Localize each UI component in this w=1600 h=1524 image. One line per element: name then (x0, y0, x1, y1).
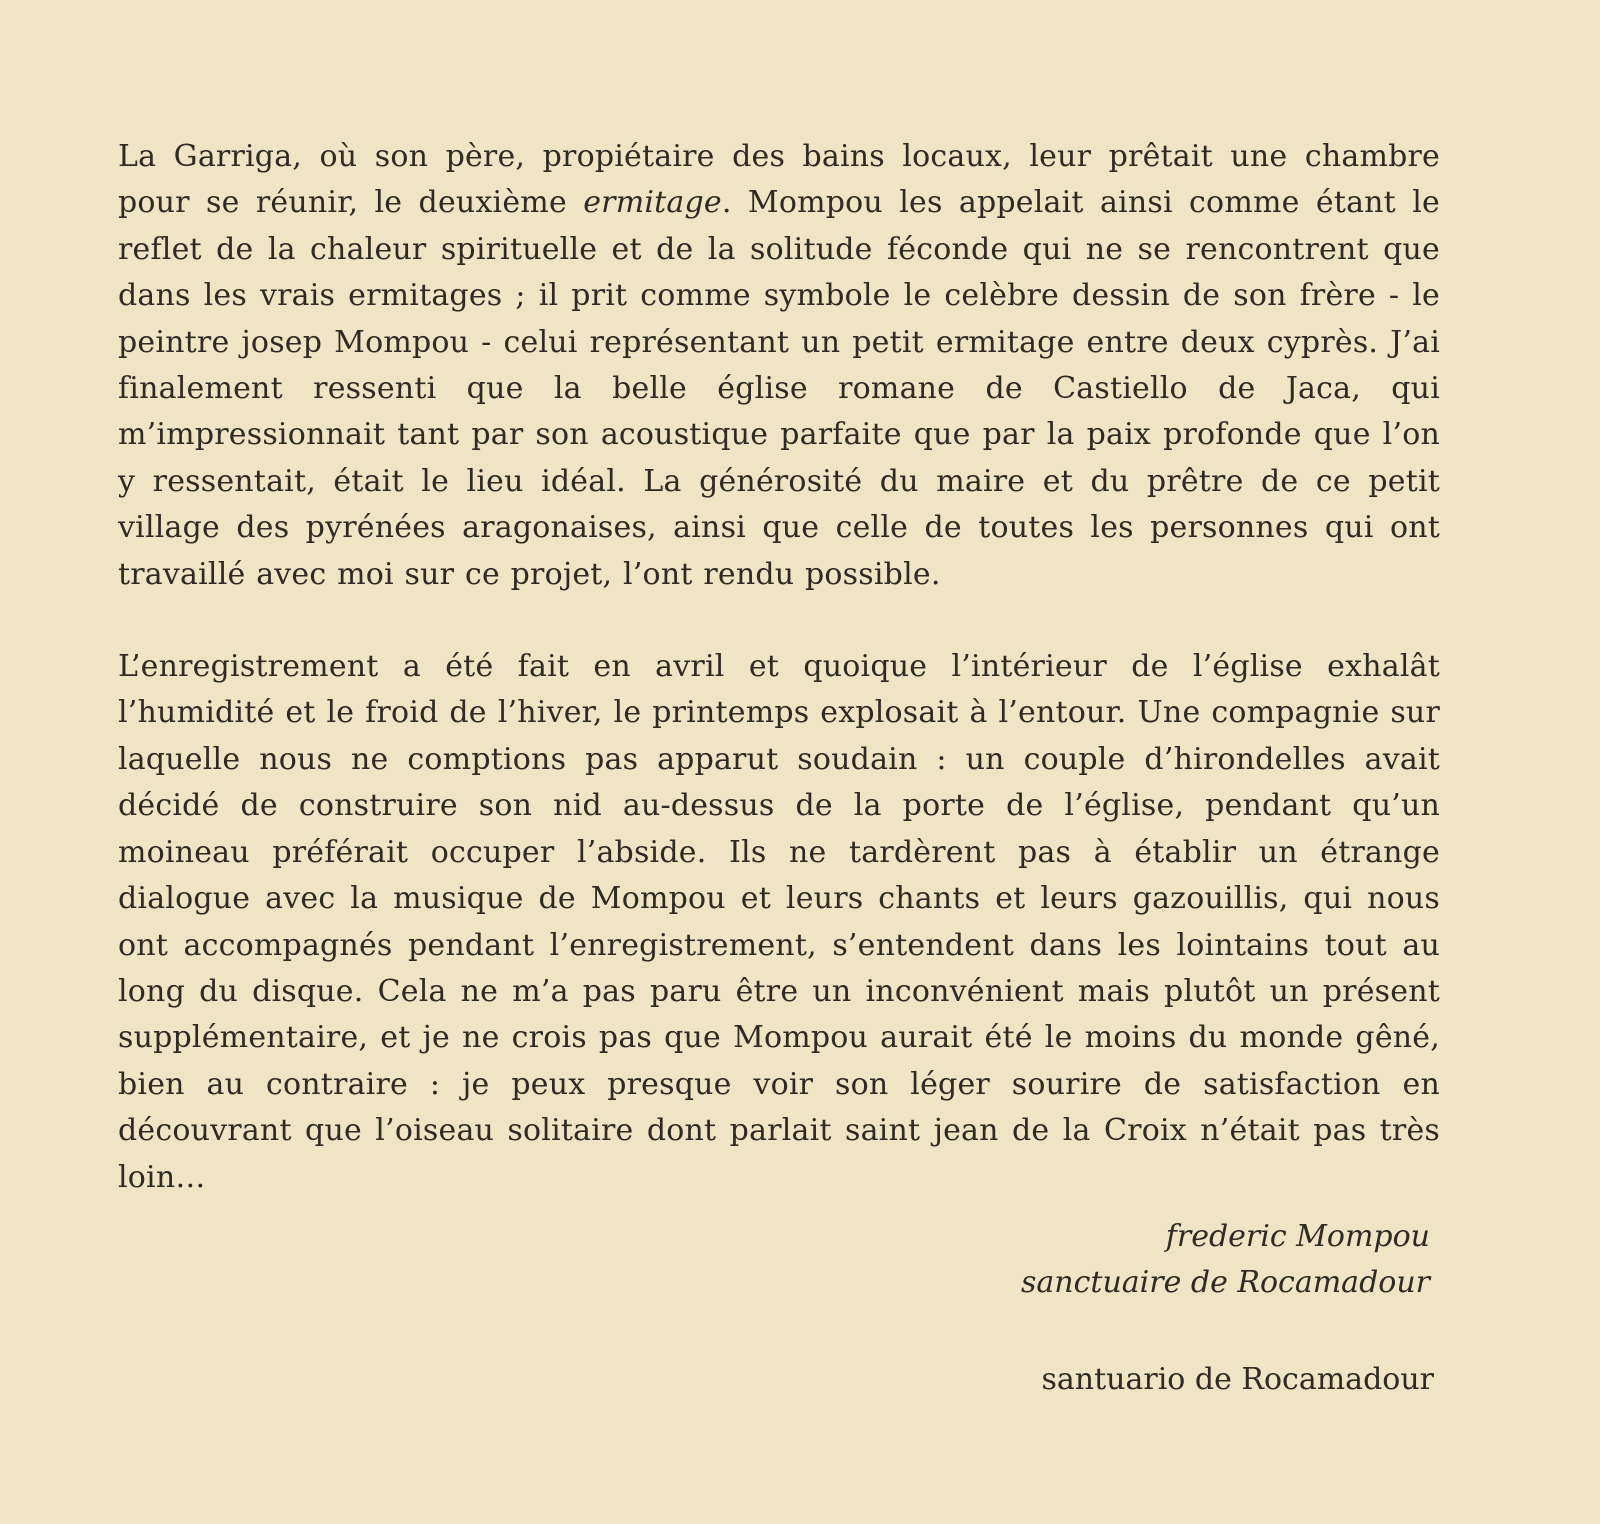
paragraph-1-emphasis: ermitage (583, 185, 722, 221)
place-caption: santuario de Rocamadour (1041, 1362, 1434, 1397)
signature-block (1021, 1214, 1430, 1306)
paragraph-1-start: La Garriga, où son père, propiétaire des bains locaux, leur prêtait une chambre pour se réunir, le deuxième (118, 139, 1440, 221)
paragraph-1 (118, 134, 1440, 598)
text-body (118, 134, 1440, 1201)
paragraph-2: L’enregistrement a été fait en avril et quoique l’intérieur de l’église exhalât l’humidité et le froid de l’hiver, le printemps explosait à l’entour. Une compagnie sur laquelle nous ne comptions pas apparut soudain : un couple d’hirondelles avait décidé de construire son nid au-dessus de la porte de l’église, pendant qu’un moineau préférait occuper l’abside. Ils ne tardèrent pas à établir un étrange dialogue avec la musique de Mompou et leurs chants et leurs gazouillis, qui nous ont accompagnés pendant l’enregistrement, s’entendent dans les lointains tout au long du disque. Cela ne m’a pas paru être un inconvénient mais plutôt un présent supplémentaire, et je ne crois pas que Mompou aurait été le moins du monde gêné, bien au contraire : je peux presque voir son léger sourire de satisfaction en découvrant que l’oiseau solitaire dont parlait saint jean de la Croix n’était pas très loin… (118, 649, 1440, 1195)
paragraph-1-end: . Mompou les appelait ainsi comme étant le reflet de la chaleur spirituelle et de la solitude féconde qui ne se rencontrent que dans les vrais ermitages ; il prit comme symbole le celèbre dessin de son frère - le peintre josep Mompou - celui représentant un petit ermitage entre deux cyprès. J’ai finalement ressenti que la belle église romane de Castiello de Jaca, qui m’impressionnait tant par son acoustique parfaite que par la paix profonde que l’on y ressentait, était le lieu idéal. La générosité du maire et du prêtre de ce petit village des pyrénées aragonaises, ainsi que celle de toutes les personnes qui ont travaillé avec moi sur ce projet, l’ont rendu possible. (118, 185, 1440, 592)
signature-location: sanctuaire de Rocamadour (1021, 1265, 1430, 1300)
signature-name: frederic Mompou (1165, 1219, 1430, 1254)
